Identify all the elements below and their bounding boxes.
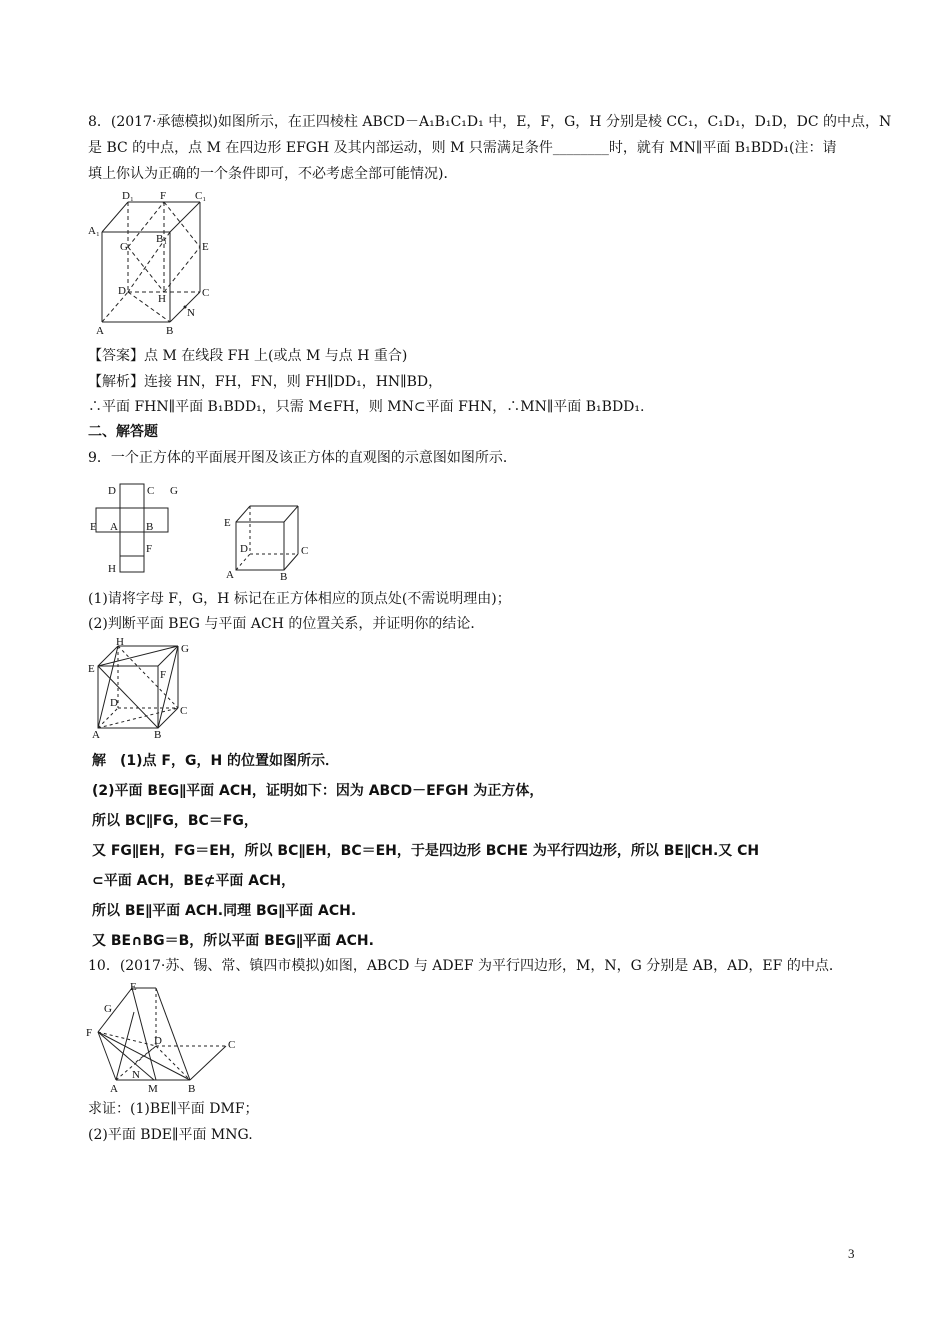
label-A1: A₁ xyxy=(88,225,100,237)
net-label-E: E xyxy=(90,521,97,533)
net-label-B: B xyxy=(146,521,154,533)
label-A: A xyxy=(96,325,104,337)
label-B: B xyxy=(166,325,174,337)
q9-solution-3: 所以 BC∥FG，BC＝FG， xyxy=(92,813,258,829)
q9-solution-figure xyxy=(88,638,198,738)
q8-line2: 是 BC 的中点，点 M 在四边形 EFGH 及其内部运动，则 M 只需满足条件________时，就有 MN∥平面 B₁BDD₁(注：请 xyxy=(88,140,837,156)
label-G: G xyxy=(120,241,128,253)
cube-label-A: A xyxy=(226,569,234,581)
q9-part1: (1)请将字母 F，G，H 标记在正方体相应的顶点处(不需说明理由)； xyxy=(88,591,511,607)
q8-analysis-1: 【解析】连接 HN，FH，FN，则 FH∥DD₁，HN∥BD， xyxy=(88,374,443,390)
label-C: C xyxy=(202,287,210,299)
q9-part2: (2)判断平面 BEG 与平面 ACH 的位置关系，并证明你的结论． xyxy=(88,616,485,632)
label-D: D xyxy=(118,285,126,297)
q8-line3: 填上你认为正确的一个条件即可，不必考虑全部可能情况)． xyxy=(88,166,458,182)
sol-label-C: C xyxy=(180,705,188,717)
net-label-C: C xyxy=(147,485,155,497)
label-N: N xyxy=(187,307,195,319)
q10-label-E: E xyxy=(130,982,137,993)
q8-analysis-2: ∴平面 FHN∥平面 B₁BDD₁，只需 M∈FH，则 MN⊂平面 FHN，∴MN∥平面 B₁BDD₁. xyxy=(88,399,645,415)
label-C1: C₁ xyxy=(195,190,207,202)
cube-label-E: E xyxy=(224,517,231,529)
label-E: E xyxy=(202,241,209,253)
cube-label-C: C xyxy=(301,545,309,557)
label-D1: D₁ xyxy=(122,190,134,202)
sol-label-F: F xyxy=(160,669,167,681)
net-label-G: G xyxy=(170,485,178,497)
q9-solution-1: 解 (1)点 F，G，H 的位置如图所示． xyxy=(92,753,340,769)
sol-label-H: H xyxy=(116,638,124,648)
q9-solution-4: 又 FG∥EH，FG＝EH，所以 BC∥EH，BC＝EH，于是四边形 BCHE 为平行四边形，所以 BE∥CH.又 CH xyxy=(92,843,760,859)
q9-solution-6: 所以 BE∥平面 ACH.同理 BG∥平面 ACH. xyxy=(92,903,357,919)
net-label-F: F xyxy=(146,543,153,555)
q9-cube-figure xyxy=(222,492,322,582)
q10-label-D: D xyxy=(154,1035,162,1047)
q10-prove: 求证：(1)BE∥平面 DMF； xyxy=(88,1101,259,1117)
q9-solution-5: ⊂平面 ACH，BE⊄平面 ACH， xyxy=(92,873,296,889)
q9-solution-7: 又 BE∩BG＝B，所以平面 BEG∥平面 ACH. xyxy=(92,933,374,949)
label-H: H xyxy=(158,293,166,305)
net-label-H: H xyxy=(108,563,116,575)
label-F: F xyxy=(160,190,167,202)
q8-answer: 【答案】点 M 在线段 FH 上(或点 M 与点 H 重合) xyxy=(88,348,408,364)
q9-stem: 9．一个正方体的平面展开图及该正方体的直观图的示意图如图所示． xyxy=(88,450,517,466)
q8-prism-figure xyxy=(88,188,228,338)
q10-label-M: M xyxy=(148,1083,158,1092)
sol-label-E: E xyxy=(88,663,95,675)
label-B1: B₁ xyxy=(156,233,168,245)
q10-stem: 10．(2017·苏、锡、常、镇四市模拟)如图，ABCD 与 ADEF 为平行四边形，M，N，G 分别是 AB，AD，EF 的中点． xyxy=(88,958,843,974)
sol-label-G: G xyxy=(181,643,189,655)
section-heading: 二、解答题 xyxy=(88,424,158,440)
q10-label-C: C xyxy=(228,1039,236,1051)
q10-figure xyxy=(84,982,244,1092)
q9-net-figure xyxy=(88,478,188,578)
q8-line1: 8．(2017·承德模拟)如图所示，在正四棱柱 ABCD－A₁B₁C₁D₁ 中，E，F，G，H 分别是棱 CC₁，C₁D₁，D₁D，DC 的中点，N xyxy=(88,114,892,130)
cube-label-D: D xyxy=(240,543,248,555)
cube-label-B: B xyxy=(280,571,288,582)
page-number: 3 xyxy=(848,1246,855,1261)
q9-solution-2: (2)平面 BEG∥平面 ACH，证明如下：因为 ABCD－EFGH 为正方体， xyxy=(92,783,544,799)
q10-label-G: G xyxy=(104,1003,112,1015)
q10-part2: (2)平面 BDE∥平面 MNG. xyxy=(88,1127,253,1143)
sol-label-D: D xyxy=(110,697,118,709)
net-label-A: A xyxy=(110,521,118,533)
q10-label-F: F xyxy=(86,1027,93,1039)
sol-label-B: B xyxy=(154,729,162,738)
sol-label-A: A xyxy=(92,729,100,738)
q10-label-B: B xyxy=(188,1083,196,1092)
q10-label-A: A xyxy=(110,1083,118,1092)
q10-label-N: N xyxy=(132,1069,140,1081)
net-label-D: D xyxy=(108,485,116,497)
